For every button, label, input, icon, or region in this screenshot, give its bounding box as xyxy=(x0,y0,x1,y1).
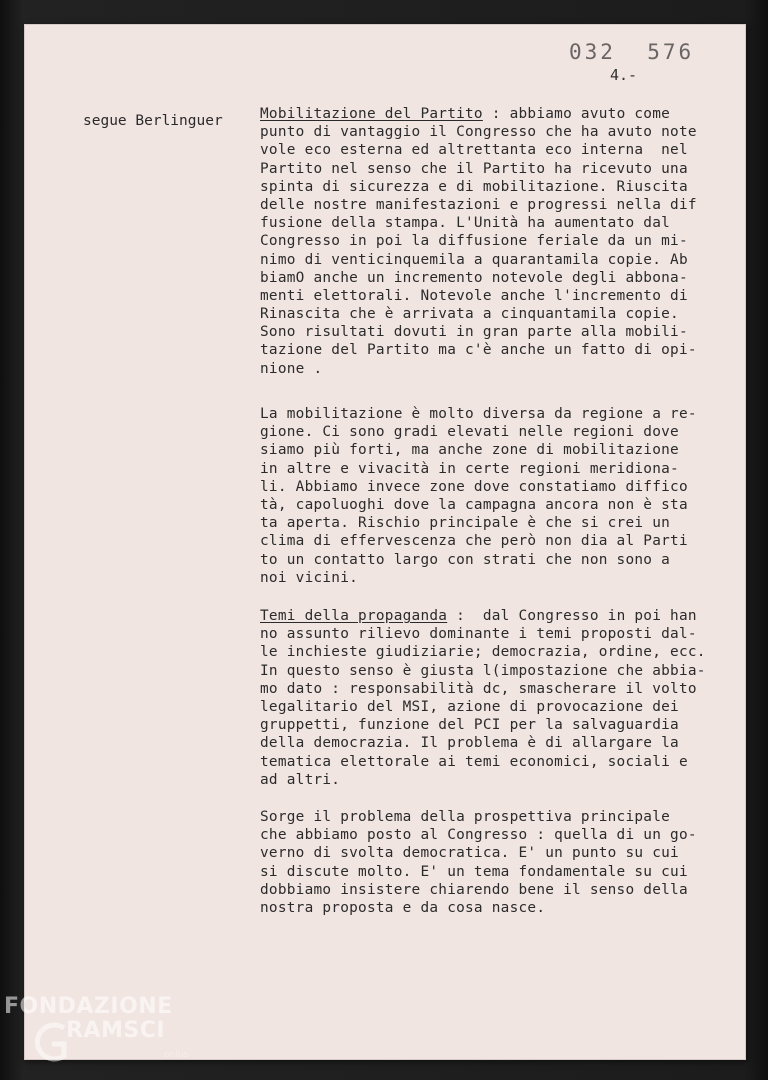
paragraph-regioni xyxy=(260,405,740,587)
text-line: della democrazia. Il problema è di allargare la xyxy=(260,735,679,752)
section-heading: Mobilitazione del Partito xyxy=(260,106,483,122)
section-heading: Temi della propaganda xyxy=(260,608,448,624)
watermark-subtitle: onlus xyxy=(164,1050,189,1060)
text-line-continuation: : dal Congresso in poi han xyxy=(447,608,697,624)
text-line: ta aperta. Rischio principale è che si crei un xyxy=(260,515,671,532)
text-line: verno di svolta democratica. E' un punto su cui xyxy=(260,845,679,862)
text-line: menti elettorali. Notevole anche l'incremento di xyxy=(260,287,688,304)
text-line xyxy=(260,607,740,625)
watermark-line1: FONDAZIONE xyxy=(4,994,173,1019)
text-line: Congresso in poi la diffusione feriale da un mi- xyxy=(260,233,688,250)
text-line: nione . xyxy=(260,360,323,377)
text-line: nostra proposta e da cosa nasce. xyxy=(260,899,546,916)
text-line xyxy=(260,105,740,123)
text-line: che abbiamo posto al Congresso : quella di un go- xyxy=(260,827,697,844)
archive-number-stamp: 032 576 xyxy=(569,40,695,64)
text-line: clima di effervescenza che però non dia al Parti xyxy=(260,533,688,550)
fondazione-gramsci-watermark xyxy=(4,994,204,1080)
text-line: tematica elettorale ai temi economici, sociali e xyxy=(260,753,688,770)
watermark-line2: RAMSCI xyxy=(66,1018,166,1043)
text-line: gione. Ci sono gradi elevati nelle regioni dove xyxy=(260,424,679,441)
paragraph-prospettiva xyxy=(260,808,740,917)
text-line: no assunto rilievo dominante i temi proposti dal- xyxy=(260,626,697,643)
text-line: Sono risultati dovuti in gran parte alla mobili- xyxy=(260,324,688,341)
text-line: La mobilitazione è molto diversa da regione a re- xyxy=(260,406,697,422)
watermark-g-logo-icon xyxy=(34,1016,68,1068)
text-line: Partito nel senso che il Partito ha ricevuto una xyxy=(260,160,688,177)
text-line: biamO anche un incremento notevole degli abbona- xyxy=(260,269,688,286)
text-line: Sorge il problema della prospettiva principale xyxy=(260,809,671,825)
text-line: le inchieste giudiziarie; democrazia, ordine, ecc. xyxy=(260,644,706,661)
text-line: tazione del Partito ma c'è anche un fatto di opi- xyxy=(260,342,697,359)
text-line: tà, capoluoghi dove la campagna ancora non è sta xyxy=(260,496,688,513)
text-line: vole eco esterna ed altrettanta eco interna nel xyxy=(260,142,688,159)
text-line: dobbiamo insistere chiarendo bene il senso della xyxy=(260,881,688,898)
text-line: spinta di sicurezza e di mobilitazione. Riuscita xyxy=(260,178,688,195)
text-line: to un contatto largo con strati che non sono a xyxy=(260,551,671,568)
text-line: siamo più forti, ma anche zone di mobilitazione xyxy=(260,442,679,459)
text-line-continuation: : abbiamo avuto come xyxy=(482,106,671,122)
page-number: 4.- xyxy=(610,66,638,84)
text-line: nimo di venticinquemila a quarantamila copie. Ab xyxy=(260,251,688,268)
text-line: delle nostre manifestazioni e progressi nella dif xyxy=(260,196,697,213)
text-line: ad altri. xyxy=(260,771,341,788)
text-line: legalitario del MSI, azione di provocazione dei xyxy=(260,698,679,715)
paragraph-mobilitazione xyxy=(260,105,740,378)
text-line: gruppetti, funzione del PCI per la salvaguardia xyxy=(260,717,679,734)
text-line: fusione della stampa. L'Unità ha aumentato dal xyxy=(260,215,671,232)
text-line: Rinascita che è arrivata a cinquantamila copie. xyxy=(260,306,679,323)
text-line: li. Abbiamo invece zone dove constatiamo diffico xyxy=(260,478,688,495)
speaker-note: segue Berlinguer xyxy=(83,113,223,129)
paragraph-propaganda xyxy=(260,607,740,789)
text-line: In questo senso è giusta l(impostazione che abbia- xyxy=(260,662,706,679)
text-line: in altre e vivacità in certe regioni meridiona- xyxy=(260,460,679,477)
text-line: si discute molto. E' un tema fondamentale su cui xyxy=(260,863,688,880)
text-line: mo dato : responsabilità dc, smascherare il volto xyxy=(260,680,697,697)
text-line: noi vicini. xyxy=(260,569,359,586)
text-line: punto di vantaggio il Congresso che ha avuto note xyxy=(260,124,697,141)
